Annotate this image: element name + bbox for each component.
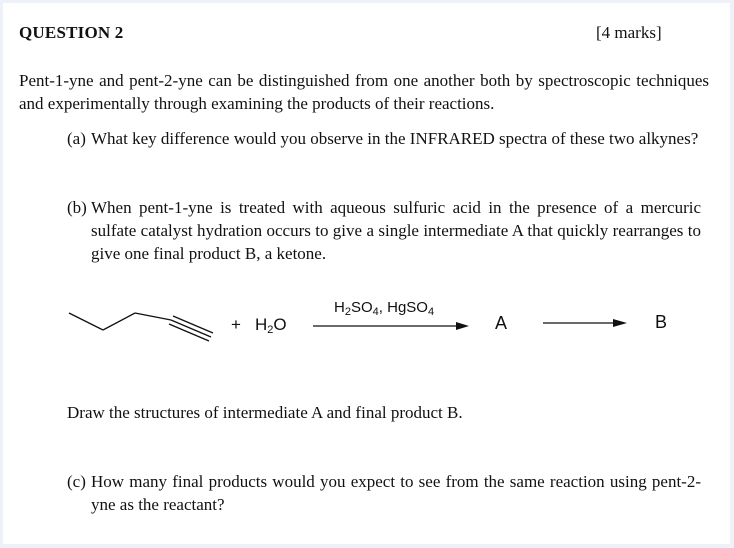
part-c-label: (c)	[67, 472, 86, 491]
question-page	[3, 3, 730, 544]
reaction-arrow-2	[543, 319, 627, 327]
part-a	[67, 127, 707, 177]
part-c-text: How many final products would you expect to see from the same reaction using pent-2-yne as the reactant?	[91, 472, 701, 514]
pent-1-yne-structure	[69, 313, 213, 341]
part-a-text: What key difference would you observe in the INFRARED spectra of these two alkynes?	[91, 129, 699, 148]
intermediate-a-label: A	[495, 313, 508, 333]
part-b	[67, 196, 707, 271]
draw-instruction: Draw the structures of intermediate A and final product B.	[67, 403, 463, 422]
question-intro: Pent-1-yne and pent-2-yne can be distinguished from one another both by spectroscopic techniques and experimentally through examining the products of their reactions.	[19, 71, 709, 113]
part-a-label: (a)	[67, 129, 86, 148]
plus-sign: +	[231, 315, 241, 334]
product-b-label: B	[655, 312, 668, 332]
reagents-label: $H_2SO_4$, HgSO$_4$	[334, 299, 435, 318]
reaction-arrow-1	[313, 322, 469, 330]
part-b-text: When pent-1-yne is treated with aqueous sulfuric acid in the presence of a mercuric sulfate catalyst hydration occurs to give a single intermediate A that quickly rearranges to give one final product B, a ketone.	[91, 198, 701, 263]
water-formula: $H_2O$	[255, 315, 287, 336]
part-c	[67, 470, 707, 520]
part-b-label: (b)	[67, 198, 87, 217]
question-title: QUESTION 2	[19, 23, 124, 42]
marks-label: [4 marks]	[596, 23, 662, 42]
